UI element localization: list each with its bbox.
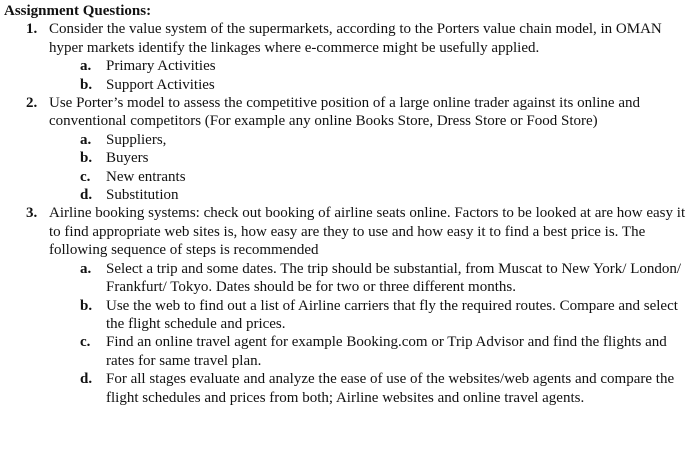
list-item (80, 186, 694, 204)
list-item-letter: b. (80, 297, 93, 314)
list-item-letter: a. (80, 58, 92, 75)
list-item-text: New entrants (106, 168, 186, 185)
list-item-letter: a. (80, 131, 92, 148)
list-item-text: Support Activities (106, 76, 215, 93)
list-item-letter: b. (80, 76, 93, 93)
list-item-text: Find an online travel agent for example Booking.com or Trip Advisor and find the flights and rates for same travel plan. (106, 334, 667, 369)
list-item-letter: a. (80, 260, 92, 277)
question-number: 3. (26, 205, 38, 222)
list-item-text: Primary Activities (106, 58, 216, 75)
list-item-letter: c. (80, 334, 91, 351)
list-item (80, 370, 694, 407)
list-item (80, 260, 694, 297)
question-number: 1. (26, 21, 38, 38)
question-text: Use Porter’s model to assess the competitive position of a large online trader against its online and conventional competitors (For example any online Books Store, Dress Store or Food Store) (49, 95, 640, 130)
list-item (80, 149, 694, 167)
question-text: Consider the value system of the supermarkets, according to the Porters value chain model, in OMAN hyper markets identify the linkages where e-commerce might be usefully applied. (49, 21, 662, 56)
list-item (80, 168, 694, 186)
list-item-text: Substitution (106, 187, 179, 204)
list-item (80, 131, 694, 149)
list-item (80, 333, 694, 370)
question-3 (26, 204, 694, 259)
list-item-text: Buyers (106, 150, 149, 167)
list-item-text: Suppliers, (106, 131, 167, 148)
question-text: Airline booking systems: check out booking of airline seats online. Factors to be looked at are how easy it to find appropriate web sites is, how easy are they to use and how easy it to find a best price is. The following sequence of steps is recommended (49, 205, 686, 259)
question-1 (26, 20, 694, 57)
list-item-text: Select a trip and some dates. The trip should be substantial, from Muscat to New York/ London/ Frankfurt/ Tokyo. Dates should be for two or three different months. (106, 260, 682, 296)
list-item (80, 76, 694, 94)
page-title: Assignment Questions: (4, 3, 152, 19)
list-item-letter: b. (80, 150, 93, 167)
list-item-letter: d. (80, 187, 93, 204)
list-item (80, 57, 694, 75)
list-item (80, 297, 694, 334)
list-item-letter: d. (80, 371, 93, 388)
list-item-letter: c. (80, 168, 91, 185)
question-number: 2. (26, 95, 38, 112)
question-2 (26, 94, 694, 131)
list-item-text: Use the web to find out a list of Airline carriers that fly the required routes. Compare and select the flight schedule and prices. (106, 297, 678, 332)
list-item-text: For all stages evaluate and analyze the ease of use of the websites/web agents and compare the flight schedules and prices from both; Airline websites and online travel agents. (106, 371, 675, 406)
